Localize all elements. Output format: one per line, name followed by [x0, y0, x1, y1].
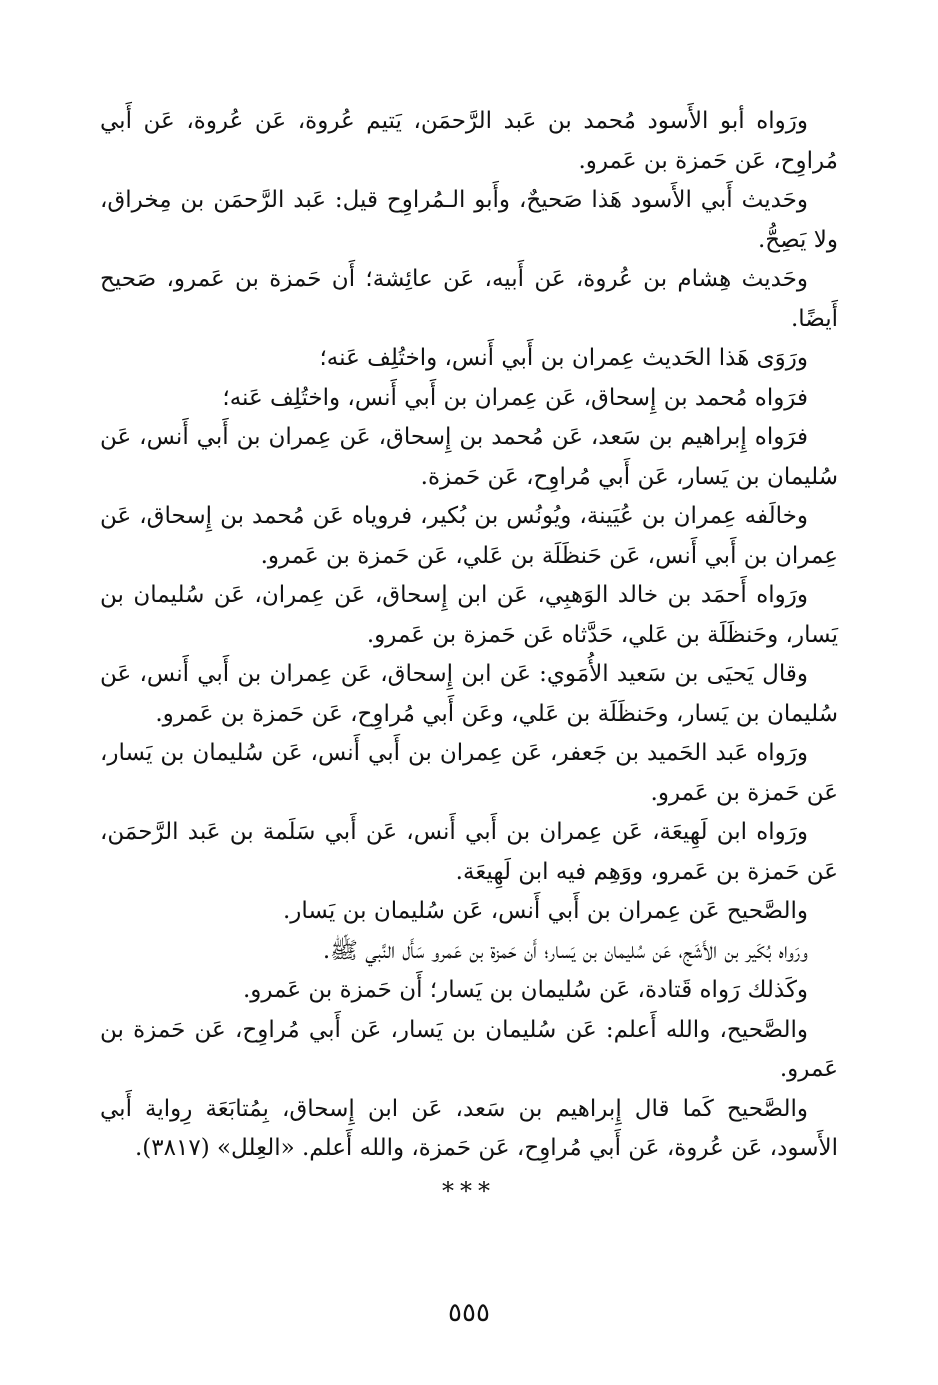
paragraph-7: وخالَفه عِمران بن عُيَينة، ويُونُس بن بُكير، فروياه عَن مُحمد بن إِسحاق، عَن عِمران بن أَبي أَنس، عَن حَنظَلَة بن عَلي، عَن حَمزة بن عَمرو. [100, 503, 838, 569]
paragraph-1: ورَواه أبو الأَسود مُحمد بن عَبد الرَّحمَن، يَتيم عُروة، عَن عُروة، عَن أَبي مُراوِح، عَن حَمزة بن عَمرو. [100, 108, 838, 174]
paragraph-9: وقال يَحيَى بن سَعيد الأُمَوي: عَن ابن إِسحاق، عَن عِمران بن أَبي أَنس، عَن سُليمان بن يَسار، وحَنظَلَة بن عَلي، وعَن أَبي مُراوِح، عَن حَمزة بن عَمرو. [100, 661, 838, 727]
section-divider: *** [442, 1176, 496, 1205]
paragraph-4: ورَوَى هَذا الحَديث عِمران بن أَبي أَنس، واختُلِف عَنه؛ [319, 345, 808, 371]
paragraph-11: ورَواه ابن لَهِيعَة، عَن عِمران بن أَبي أَنس، عَن أَبي سَلَمة بن عَبد الرَّحمَن، عَن حَمزة بن عَمرو، ووَهِم فيه ابن لَهِيعَة. [100, 819, 838, 885]
paragraph-14: وكَذلك رَواه قَتادة، عَن سُليمان بن يَسار؛ أَن حَمزة بن عَمرو. [242, 977, 808, 1003]
paragraph-6: فرَواه إِبراهيم بن سَعد، عَن مُحمد بن إِسحاق، عَن عِمران بن أَبي أَنس، عَن سُليمان بن يَسار، عَن أَبي مُراوِح، عَن حَمزة. [100, 424, 838, 490]
paragraph-13: ورَواه بُكَير بن الأَشَج، عَن سُليمان بن يَسار؛ أَن حَمزة بن عَمرو سَأَل النَّبي ﷺ. [322, 937, 808, 964]
paragraph-15: والصَّحيح، والله أَعلم: عَن سُليمان بن يَسار، عَن أَبي مُراوِح، عَن حَمزة بن عَمرو. [100, 1016, 838, 1082]
paragraph-3: وحَديث هِشام بن عُروة، عَن أَبيه، عَن عائِشة؛ أَن حَمزة بن عَمرو، صَحيح أَيضًا. [100, 266, 838, 332]
paragraph-10: ورَواه عَبد الحَميد بن جَعفر، عَن عِمران بن أَبي أَنس، عَن سُليمان بن يَسار، عَن حَمزة بن عَمرو. [100, 740, 838, 806]
page-number: ٥٥٥ [448, 1298, 490, 1328]
paragraph-8: ورَواه أَحمَد بن خالد الوَهبِي، عَن ابن إِسحاق، عَن عِمران، عَن سُليمان بن يَسار، وحَنظَلَة بن عَلي، حَدَّثاه عَن حَمزة بن عَمرو. [100, 582, 838, 648]
paragraph-5: فرَواه مُحمد بن إِسحاق، عَن عِمران بن أَبي أَنس، واختُلِف عَنه؛ [222, 384, 808, 411]
paragraph-16: والصَّحيح كَما قال إِبراهيم بن سَعد، عَن ابن إِسحاق، بِمُتابَعَة رِواية أَبي الأَسود، عَن عُروة، عَن أَبي مُراوِح، عَن حَمزة، والله أَعلم. «العِلل» (٣٨١٧). [100, 1095, 838, 1161]
paragraph-2: وحَديث أَبي الأَسود هَذا صَحيحٌ، وأَبو الـمُراوِح قيل: عَبد الرَّحمَن بن مِخراق، ولا يَصِحُّ. [100, 187, 838, 253]
paragraph-12: والصَّحيح عَن عِمران بن أَبي أَنس، عَن سُليمان بن يَسار. [282, 898, 808, 924]
page-body [100, 102, 838, 1209]
